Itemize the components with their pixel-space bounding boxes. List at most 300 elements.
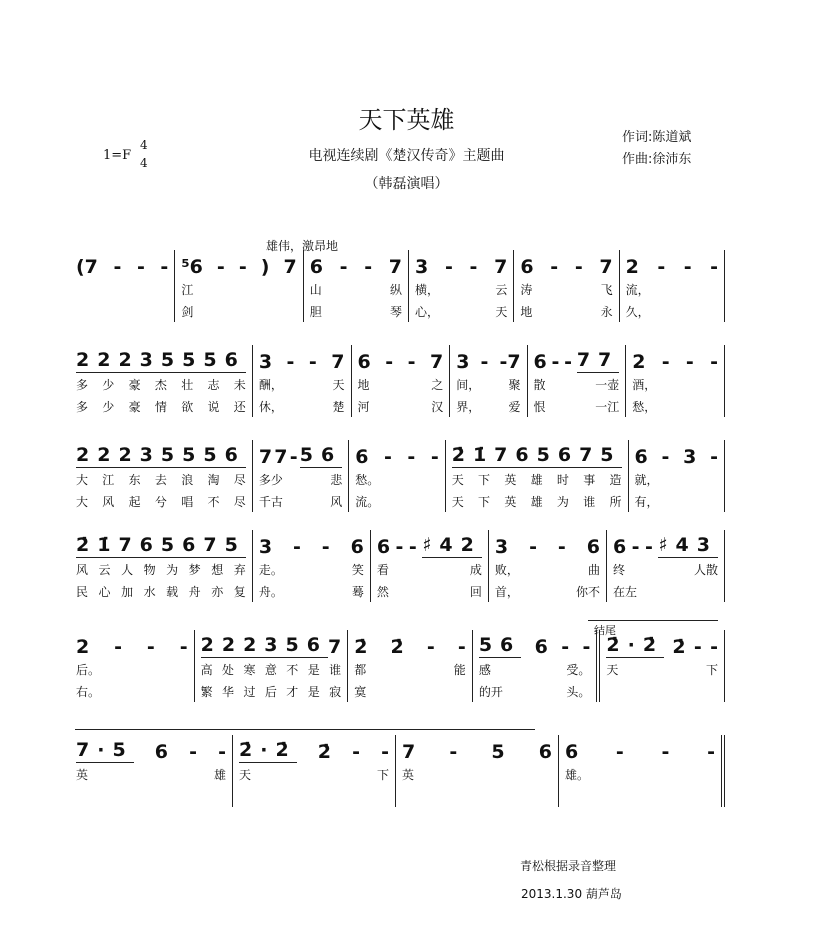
lyric-line [495, 580, 600, 602]
measure [253, 440, 349, 512]
note: 56 [203, 444, 246, 466]
time-signature-bottom: 4 [140, 156, 148, 170]
lyric: 汉 [431, 399, 444, 414]
note: 76 [118, 534, 161, 556]
lyric: 寂 [329, 684, 342, 699]
lyric-line [613, 558, 718, 580]
lyric-line [259, 373, 345, 395]
notes-line [635, 440, 718, 468]
lyric-line [310, 300, 402, 322]
lyric: 风 [330, 494, 343, 509]
lyric: 时 [556, 472, 569, 487]
note: 2̇ [390, 636, 404, 658]
lyric: 事 [583, 472, 596, 487]
lyric: 江 [102, 472, 115, 487]
staff-system [70, 630, 725, 702]
lyric: 酒， [632, 377, 657, 392]
lyric-line [76, 580, 246, 602]
lyric: 大 [76, 494, 89, 509]
lyric-line [354, 680, 466, 702]
lyric-line [415, 278, 507, 300]
lyric: 舟 [188, 584, 201, 599]
lyric: 风 [102, 494, 115, 509]
lyric: 未 [233, 377, 246, 392]
note: - [218, 741, 226, 763]
note: - [286, 351, 295, 373]
note: 6 [586, 536, 600, 558]
note: - [146, 636, 155, 658]
lyric: 久， [625, 304, 650, 319]
lyric: 下 [478, 472, 491, 487]
lyric: 人 [121, 562, 134, 577]
note: 75 [579, 444, 622, 466]
note: 56 [285, 634, 328, 656]
measure [70, 440, 253, 512]
lyric: 下 [706, 662, 719, 677]
note: - [407, 446, 416, 468]
note: - [449, 741, 458, 763]
lyric: 地 [357, 377, 370, 392]
note: - [352, 741, 360, 763]
note: 7 [388, 256, 403, 278]
note: - [710, 636, 718, 658]
lyric: 英 [76, 767, 89, 782]
note: - [216, 256, 225, 278]
lyric: 首， [494, 584, 519, 599]
lyric-line [606, 680, 718, 702]
lyric: 民 [76, 584, 89, 599]
lyric-line [358, 395, 444, 417]
lyric: 复 [233, 584, 246, 599]
note: 2̇ [354, 636, 368, 658]
lyric-line [479, 680, 591, 702]
note: - [292, 536, 301, 558]
measure [396, 735, 559, 807]
lyric: 有， [634, 494, 659, 509]
note: - [114, 636, 123, 658]
lyric: 雄。 [565, 767, 590, 782]
note: - [469, 256, 478, 278]
lyric: 之 [431, 377, 444, 392]
lyric: 繁 [200, 684, 213, 699]
lyric: 水 [143, 584, 156, 599]
note: 2 [625, 256, 639, 278]
notes-line [415, 250, 507, 278]
lyric: 江 [181, 282, 194, 297]
lyric: 多 [76, 377, 89, 392]
lyric: 心 [98, 584, 111, 599]
lyric-line [635, 468, 718, 490]
lyric: 终 [612, 562, 625, 577]
lyric-line [76, 658, 188, 680]
note: ⁵6 [181, 256, 203, 278]
note: 6 [350, 536, 364, 558]
lyric: 寒 [243, 662, 256, 677]
lyric: 去 [154, 472, 167, 487]
note: 3 [258, 351, 273, 373]
lyric: 英 [504, 494, 517, 509]
lyric-line [456, 395, 520, 417]
measure [348, 630, 473, 702]
notes-line [534, 345, 620, 373]
lyric: 起 [128, 494, 141, 509]
note: - [430, 446, 439, 468]
tempo-marking: 雄伟，激昂地 [266, 239, 339, 253]
lyric: 间， [456, 377, 481, 392]
lyric-line [479, 658, 591, 680]
lyric-line [181, 300, 296, 322]
note: 3 [683, 446, 697, 468]
note: - [564, 351, 573, 373]
note: - [444, 256, 453, 278]
lyric-line [565, 763, 715, 785]
lyric-line [635, 490, 718, 512]
lyric: 尽 [233, 494, 246, 509]
lyric: 东 [128, 472, 141, 487]
lyric: 界， [456, 399, 481, 414]
note: 6 [309, 256, 323, 278]
lyric: 心， [415, 304, 440, 319]
lyric-line [452, 468, 622, 490]
lyric: 都 [354, 662, 367, 677]
coda-bracket [588, 620, 718, 621]
lyric: 谁 [329, 662, 342, 677]
lyric-line [520, 300, 612, 322]
lyric: 处 [222, 662, 235, 677]
note: - [189, 741, 197, 763]
lyric: 情 [154, 399, 167, 414]
lyric: 天 [239, 767, 252, 782]
note: - [661, 741, 670, 763]
lyric: 雄 [530, 472, 543, 487]
measure [473, 630, 601, 702]
notes-line [354, 630, 466, 658]
lyric: 愁， [632, 399, 657, 414]
lyric: 大 [76, 472, 89, 487]
lyric-line [259, 468, 342, 490]
measure [489, 530, 607, 602]
measure [233, 735, 396, 807]
lyric: 河 [357, 399, 370, 414]
lyric: 你不 [575, 584, 600, 599]
lyric: 千古 [258, 494, 283, 509]
lyric: 兮 [154, 494, 167, 509]
measure [70, 735, 233, 807]
lyric: 还 [233, 399, 246, 414]
note: 2̇·2̇ [239, 739, 297, 761]
lyric: 是 [307, 662, 320, 677]
lyric: 说 [207, 399, 220, 414]
note: - [321, 536, 330, 558]
measure [70, 345, 253, 417]
lyric-line [626, 300, 718, 322]
note: 6 [634, 446, 648, 468]
note: 6 [534, 636, 548, 658]
note: 3 [456, 351, 470, 373]
lyric: 受。 [566, 662, 591, 677]
note: 7 [599, 256, 613, 278]
lyric: 能 [453, 662, 466, 677]
measure [253, 530, 371, 602]
note: 22 [200, 634, 244, 656]
lyric: 为 [166, 562, 179, 577]
note: 7·5 [76, 739, 134, 761]
measure [70, 630, 195, 702]
lyric-line [355, 468, 438, 490]
note: - [683, 256, 692, 278]
lyric: 梦 [188, 562, 201, 577]
lyric: 山 [309, 282, 322, 297]
lyric: 散 [533, 377, 546, 392]
lyric: 楚 [332, 399, 345, 414]
lyric-line [613, 580, 718, 602]
lyric-line [76, 558, 246, 580]
lyric: 人散 [693, 562, 718, 577]
lyric-line [76, 278, 168, 300]
staff-system [70, 250, 725, 322]
lyric-line [239, 763, 389, 785]
note: - [551, 351, 560, 373]
lyric-line [76, 300, 168, 322]
measure [607, 530, 725, 602]
lyric: 纵 [390, 282, 403, 297]
lyric: 笑 [351, 562, 364, 577]
notes-line [377, 530, 482, 558]
singer: （韩磊演唱） [364, 176, 449, 192]
lyric: 愁。 [355, 472, 380, 487]
measure [446, 440, 629, 512]
lyric: 流， [625, 282, 650, 297]
notes-line [520, 250, 612, 278]
notes-line [259, 440, 342, 468]
lyric: 为 [556, 494, 569, 509]
note: 3 [415, 256, 429, 278]
lyric: 一江 [595, 399, 620, 414]
lyric-line [377, 580, 482, 602]
note: 7 [274, 446, 288, 468]
lyric: 后。 [76, 662, 101, 677]
note: 3 [258, 536, 273, 558]
notes-line [402, 735, 552, 763]
notes-line [452, 440, 622, 468]
measure [349, 440, 445, 512]
note: - [395, 536, 404, 558]
note: 55 [160, 349, 204, 371]
note: - [561, 636, 570, 658]
lyric: 载 [166, 584, 179, 599]
lyric-line [355, 490, 438, 512]
staff-system [70, 530, 725, 602]
lyric: 云 [98, 562, 111, 577]
note: 23 [118, 349, 161, 371]
measure [409, 250, 514, 322]
lyric-line [358, 373, 444, 395]
note: 22 [76, 349, 119, 371]
lyric: 淘 [207, 472, 220, 487]
note: 3 [494, 536, 509, 558]
lyric: 少 [102, 399, 115, 414]
lyric: 后 [264, 684, 277, 699]
note: 56 [478, 634, 522, 656]
lyric: 的开 [478, 684, 503, 699]
lyric: 造 [609, 472, 622, 487]
phrase-slur [75, 729, 535, 730]
note: - [582, 636, 591, 658]
note: - [693, 636, 702, 658]
lyric: 不 [207, 494, 220, 509]
lyric-line [402, 785, 552, 807]
notes-line [613, 530, 718, 558]
measure [304, 250, 409, 322]
note: - [707, 741, 715, 763]
lyric-line [259, 580, 364, 602]
lyric: 看 [376, 562, 389, 577]
key-signature: 1=F [103, 148, 132, 163]
lyric: 败， [494, 562, 519, 577]
note: 2̇1̇ [76, 534, 119, 556]
lyric: 意 [264, 662, 277, 677]
note: - [710, 446, 718, 468]
lyric: 才 [286, 684, 299, 699]
lyric-line [495, 558, 600, 580]
lyric: 豪 [128, 399, 141, 414]
note: - [685, 351, 694, 373]
note: - [308, 351, 317, 373]
lyric: 高 [200, 662, 213, 677]
lyric-line [259, 395, 345, 417]
notes-line [76, 250, 168, 278]
lyric: 雄 [213, 767, 226, 782]
lyric: 豪 [128, 377, 141, 392]
lyric: 天 [332, 377, 345, 392]
note: 7 [494, 256, 508, 278]
lyric: 雄 [530, 494, 543, 509]
lyric-line [76, 763, 226, 785]
lyric: 多 [76, 399, 89, 414]
note: 6 [533, 351, 547, 373]
note: - [136, 256, 145, 278]
lyric: 华 [222, 684, 235, 699]
lyric-line [239, 785, 389, 807]
measure [195, 630, 349, 702]
note: 6 [154, 741, 168, 763]
lyric: 永 [600, 304, 613, 319]
notes-line [259, 345, 345, 373]
note: - [113, 256, 122, 278]
note: 75 [203, 534, 246, 556]
lyric: 浪 [181, 472, 194, 487]
measure [626, 345, 725, 417]
measure [514, 250, 619, 322]
lyric: 飞 [600, 282, 613, 297]
note: 22 [76, 444, 119, 466]
notes-line [632, 345, 718, 373]
lyric: 天 [451, 494, 464, 509]
lyric: 天 [495, 304, 508, 319]
lyric-line [456, 373, 520, 395]
lyric: 天 [451, 472, 464, 487]
note: - [408, 536, 417, 558]
lyric: 加 [121, 584, 134, 599]
lyric-line [259, 490, 342, 512]
notes-line [495, 530, 600, 558]
lyric: 然 [376, 584, 389, 599]
note: - [364, 256, 373, 278]
lyric: 想 [211, 562, 224, 577]
lyric-line [632, 373, 718, 395]
lyric: 天 [606, 662, 619, 677]
note: 6 [376, 536, 391, 558]
lyric: 所 [609, 494, 622, 509]
song-title: 天下英雄 [358, 106, 455, 134]
note: - [557, 536, 566, 558]
note: - [631, 536, 640, 558]
measure [559, 735, 725, 807]
notes-line [606, 630, 718, 658]
note: ) [260, 256, 270, 278]
lyric: 英 [402, 767, 415, 782]
lyric-line [181, 278, 296, 300]
lyric-line [201, 680, 342, 702]
note: - [179, 636, 188, 658]
note: ♯43 [658, 534, 718, 556]
note: 2̇ [317, 741, 331, 763]
lyric: 不 [286, 662, 299, 677]
note: - [385, 351, 394, 373]
lyric-line [402, 763, 552, 785]
lyric: 酬， [258, 377, 283, 392]
lyric: 云 [495, 282, 508, 297]
lyric-line [626, 278, 718, 300]
note: 7 [327, 636, 342, 658]
note: - [661, 351, 670, 373]
note: - [160, 256, 169, 278]
lyric: 蓦 [351, 584, 364, 599]
note: - [550, 256, 559, 278]
lyric: 休， [258, 399, 283, 414]
note: - [657, 256, 666, 278]
measure [70, 530, 253, 602]
note: - [644, 536, 653, 558]
note: 6 [520, 256, 534, 278]
lyric: 就， [634, 472, 659, 487]
note: 7 [402, 741, 416, 763]
note: 23 [243, 634, 286, 656]
note: - [710, 351, 718, 373]
note: 55 [160, 444, 204, 466]
note: - [529, 536, 537, 558]
note: 2 [76, 636, 90, 658]
lyric-line [76, 785, 226, 807]
note: - [615, 741, 624, 763]
measure [371, 530, 489, 602]
lyric: 横， [415, 282, 440, 297]
lyric: 谁 [583, 494, 596, 509]
lyric: 地 [520, 304, 533, 319]
lyric: 胆 [309, 304, 322, 319]
note: 6 [565, 741, 579, 763]
lyric: 亦 [211, 584, 224, 599]
note: - [381, 741, 389, 763]
lyric: 剑 [181, 304, 194, 319]
note: 56 [536, 444, 580, 466]
note: 6 [357, 351, 371, 373]
notes-line [76, 530, 246, 558]
lyric: 回 [469, 584, 482, 599]
notes-line [76, 345, 246, 373]
note: - [384, 446, 392, 468]
note: - [710, 256, 718, 278]
